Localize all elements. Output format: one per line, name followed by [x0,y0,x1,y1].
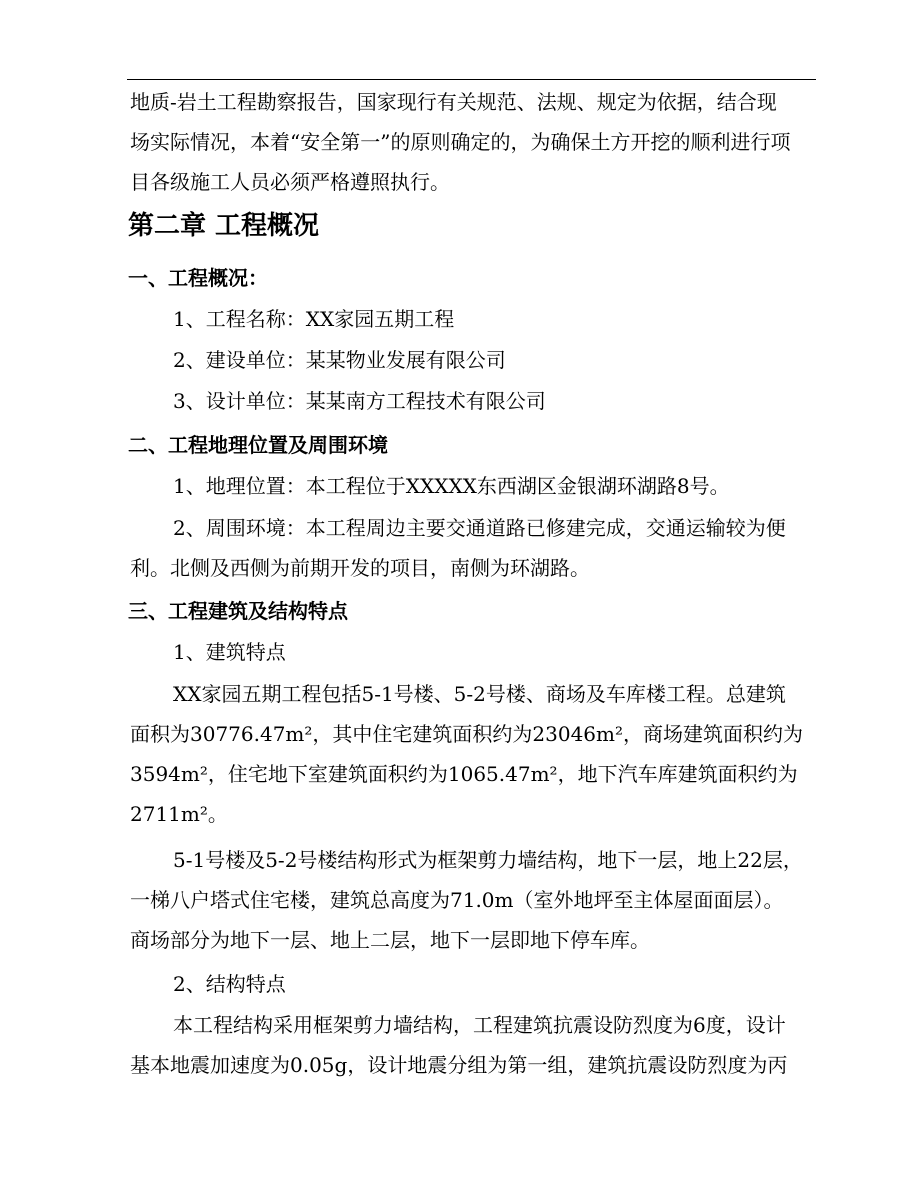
client-item: 2、建设单位：某某物业发展有限公司 [173,348,506,372]
architecture-line-3: 3594m²，住宅地下室建筑面积约为1065.47m²，地下汽车库建筑面积约为 [130,762,798,786]
architecture-subheading: 1、建筑特点 [173,640,286,664]
section-2-heading: 二、工程地理位置及周围环境 [128,433,388,457]
header-rule [127,79,816,80]
environment-paragraph [130,508,820,588]
architecture-line-2: 面积为30776.47m²，其中住宅建筑面积约为23046m²，商场建筑面积约为 [130,722,804,746]
architecture-line-4: 2711m²。 [130,802,228,826]
section-3-heading: 三、工程建筑及结构特点 [128,599,348,623]
structure-line-3: 商场部分为地下一层、地上二层，地下一层即地下停车库。 [130,928,650,952]
seismic-line-1: 本工程结构采用框架剪力墙结构，工程建筑抗震设防烈度为6度，设计 [173,1013,786,1037]
location-item: 1、地理位置：本工程位于XXXXX东西湖区金银湖环湖路8号。 [173,474,730,498]
designer-item: 3、设计单位：某某南方工程技术有限公司 [173,389,546,413]
project-name-item: 1、工程名称：XX家园五期工程 [173,307,455,331]
intro-paragraph [130,82,820,202]
structure-paragraph [130,840,820,960]
structure-line-2: 一梯八户塔式住宅楼，建筑总高度为71.0m（室外地坪至主体屋面面层）。 [130,888,784,912]
seismic-paragraph [130,1005,820,1085]
section-1-heading: 一、工程概况： [128,266,268,290]
intro-line-3: 目各级施工人员必须严格遵照执行。 [130,170,450,194]
environment-line-2: 利。北侧及西侧为前期开发的项目，南侧为环湖路。 [130,556,590,580]
chapter-title: 第二章 工程概况 [128,211,320,241]
seismic-line-2: 基本地震加速度为0.05g，设计地震分组为第一组，建筑抗震设防烈度为丙 [130,1053,788,1077]
environment-line-1: 2、周围环境：本工程周边主要交通道路已修建完成，交通运输较为便 [173,516,786,540]
architecture-line-1: XX家园五期工程包括5-1号楼、5-2号楼、商场及车库楼工程。总建筑 [173,682,786,706]
structure-subheading: 2、结构特点 [173,972,286,996]
intro-line-1: 地质-岩土工程勘察报告，国家现行有关规范、法规、规定为依据，结合现 [130,90,777,114]
intro-line-2: 场实际情况，本着“安全第一”的原则确定的，为确保土方开挖的顺利进行项 [130,130,791,154]
structure-line-1: 5-1号楼及5-2号楼结构形式为框架剪力墙结构，地下一层，地上22层， [173,848,803,872]
architecture-paragraph [130,674,820,834]
